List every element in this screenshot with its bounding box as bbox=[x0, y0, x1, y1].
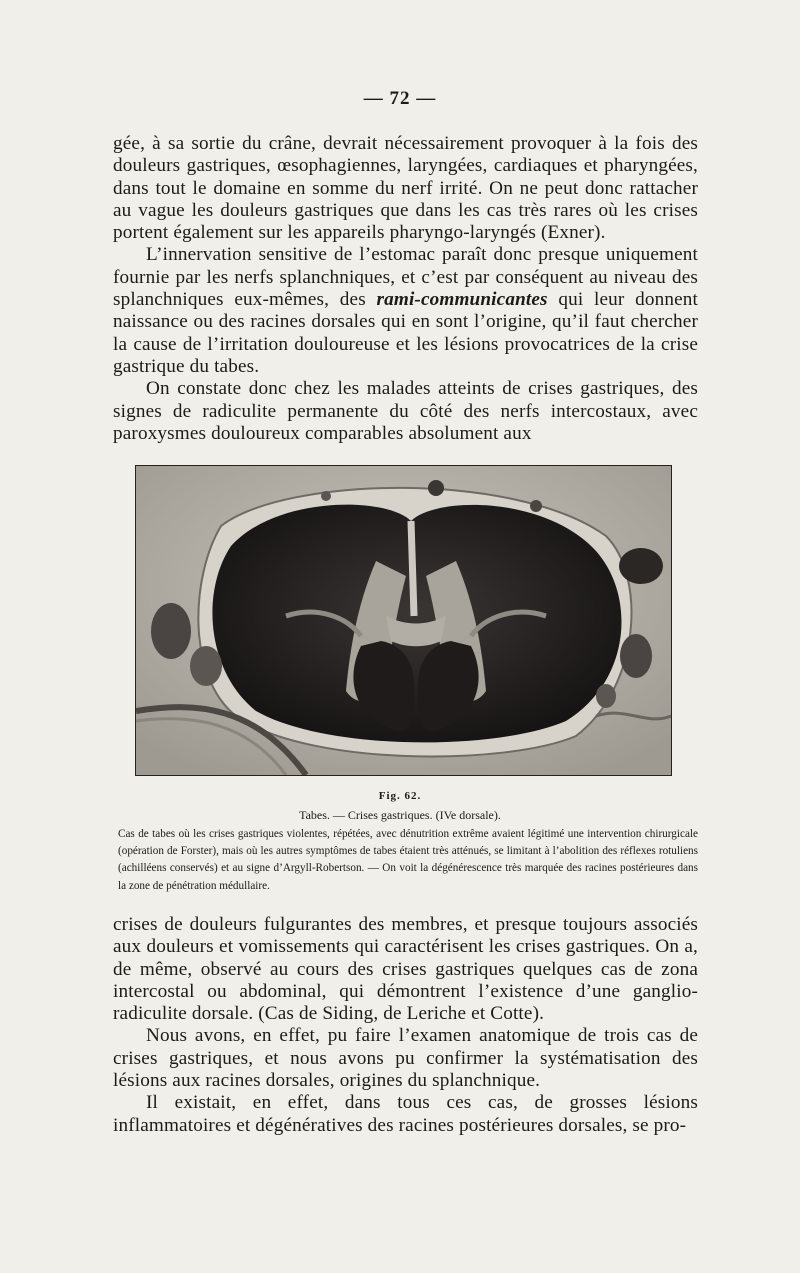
figure-label: Fig. 62. bbox=[378, 790, 422, 802]
histology-image bbox=[136, 466, 671, 775]
paragraph bbox=[113, 244, 698, 378]
paragraph: On constate donc chez les malades atteints de crises gastriques, des signes de radiculite permanente du côté des nerfs intercostaux, avec paroxysmes douloureux comparables absolument aux bbox=[113, 378, 698, 444]
spinal-cord-section-photograph bbox=[135, 465, 672, 776]
paragraph: crises de douleurs fulgurantes des membres, et presque toujours associés aux douleurs et vomissements qui caractérisent les crises gastriques. On a, de même, observé au cours des crises gastriques quelques cas de zona intercostal ou abdominal, qui démontrent l’existence d’une ganglio-radiculite dorsale. (Cas de Siding, de Leriche et Cotte). bbox=[113, 914, 698, 1025]
figure-caption: Cas de tabes où les crises gastriques violentes, répétées, avec dénutrition extrême avaient légitimé une intervention chirurgicale (opération de Forster), mais où les autres symptômes de tabes étaient très atténués, se limitant à l’abolition des réflexes rotuliens (achilléens conservés) et au signe d’Argyll-Robertson. — On voit la dégénérescence très marquée des racines postérieures dans la zone de pénétration médullaire. bbox=[118, 828, 698, 892]
bottom-text-block bbox=[113, 914, 698, 1137]
paragraph-text: qui leur donnent naissance ou des racines dorsales qui en sont l’origine, qu’il faut chercher la cause de l’irritation douloureuse et les lésions provocatrices de la crise gastrique du tabes. bbox=[113, 289, 699, 377]
page-number: — 72 — bbox=[363, 88, 437, 109]
top-text-block bbox=[113, 133, 698, 445]
paragraph: gée, à sa sortie du crâne, devrait nécessairement provoquer à la fois des douleurs gastriques, œsophagiennes, laryngées, cardiaques et pharyngées, dans tout le domaine en somme du nerf irrité. On ne peut donc rattacher au vague les douleurs gastriques que dans les cas très rares où les crises portent également sur les appareils pharyngo-laryngés (Exner). bbox=[113, 133, 698, 244]
paragraph: Il existait, en effet, dans tous ces cas, de grosses lésions inflammatoires et dégénératives des racines postérieures dorsales, se pro- bbox=[113, 1092, 698, 1136]
paragraph: Nous avons, en effet, pu faire l’examen anatomique de trois cas de crises gastriques, et nous avons pu confirmer la systématisation des lésions aux racines dorsales, origines du splanchnique. bbox=[113, 1025, 698, 1092]
paragraph-text: L’innervation sensitive de l’estomac paraît donc presque uniquement fournie par les nerfs splanchniques, et c’est par conséquent au niveau des splanchniques eux-mêmes, des bbox=[113, 244, 698, 311]
emphasized-term: rami-communicantes bbox=[376, 289, 548, 311]
figure-subtitle: Tabes. — Crises gastriques. (IVe dorsale). bbox=[299, 808, 501, 822]
